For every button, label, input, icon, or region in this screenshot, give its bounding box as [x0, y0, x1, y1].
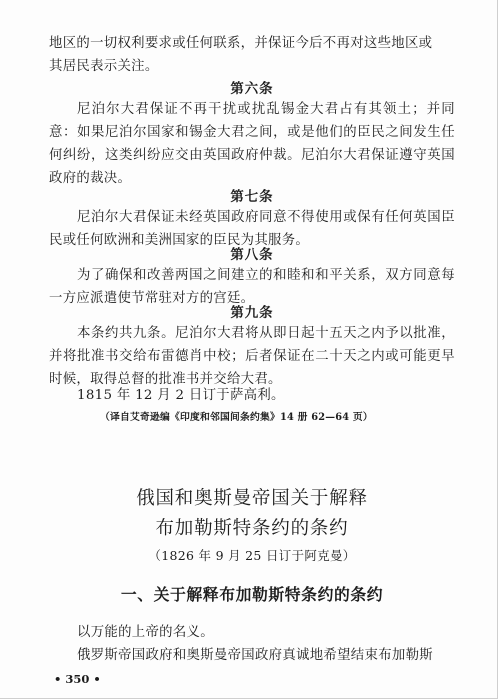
article-6-text: 尼泊尔大君保证不再干扰或扰乱锡金大君占有其领土；并同意：如果尼泊尔国家和锡金大君之间，或是他们的臣民之间发生任何纠纷，这类纠纷应交由英国政府仲裁。尼泊尔大君保证遵守英国政府的裁决。 — [49, 102, 455, 186]
signing-date: 1815 年 12 月 2 日订于萨高利。 — [77, 388, 285, 403]
article-7-heading: 第七条 — [230, 189, 274, 205]
section-heading: 一、关于解释布加勒斯特条约的条约 — [120, 585, 384, 604]
source-reference: （译自艾奇逊编《印度和邻国间条约集》14 册 62—64 页） — [100, 412, 373, 423]
treaty-title-line-1: 俄国和奥斯曼帝国关于解释 — [136, 488, 368, 509]
article-8-heading: 第八条 — [230, 247, 274, 263]
treaty-paragraph-2: 俄罗斯帝国政府和奥斯曼帝国政府真诚地希望结束布加勒斯 — [77, 648, 433, 663]
treaty-title-line-2: 布加勒斯特条约的条约 — [155, 518, 349, 539]
article-9-text: 本条约共九条。尼泊尔大君将从即日起十五天之内予以批准，并将批准书交给布雷德肖中校；后者保证在二十天之内或可能更早时候，取得总督的批准书并交给大君。 — [49, 326, 455, 387]
article-7-text: 尼泊尔大君保证未经英国政府同意不得使用或保有任何英国臣民或任何欧洲和美洲国家的臣民为其服务。 — [49, 210, 455, 248]
continued-paragraph-line-1: 地区的一切权利要求或任何联系，并保证今后不再对这些地区或 — [49, 36, 433, 51]
treaty-paragraph-1: 以万能的上帝的名义。 — [77, 625, 214, 640]
article-9-heading: 第九条 — [230, 305, 274, 321]
article-8-text: 为了确保和改善两国之间建立的和睦和和平关系，双方同意每一方应派遣使节常驻对方的宫廷。 — [49, 268, 455, 306]
treaty-date: （1826 年 9 月 25 日订于阿克曼） — [148, 548, 356, 563]
article-6-heading: 第六条 — [230, 81, 274, 97]
page-number: • 350 • — [54, 672, 101, 686]
continued-paragraph-line-2: 其居民表示关注。 — [49, 59, 159, 74]
